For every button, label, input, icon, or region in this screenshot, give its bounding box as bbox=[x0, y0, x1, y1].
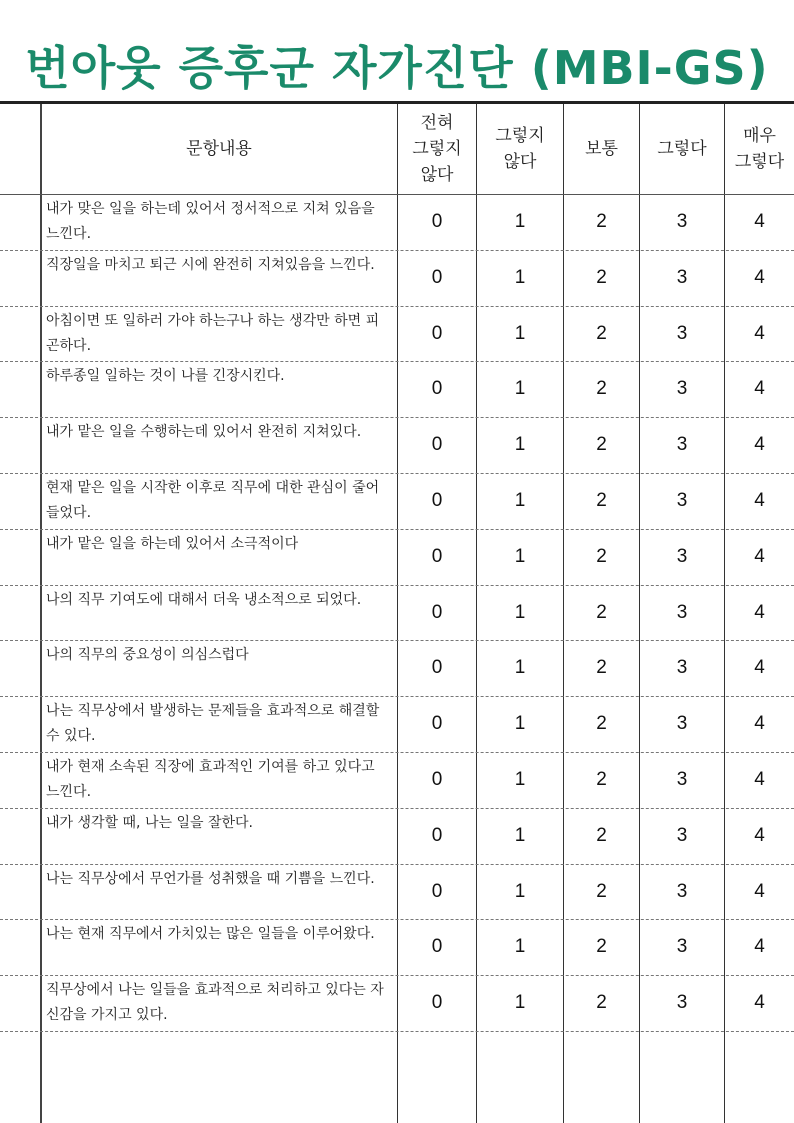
table-row bbox=[0, 194, 794, 250]
score-option-4: 4 bbox=[754, 769, 765, 790]
score-option-4: 4 bbox=[754, 545, 765, 567]
score-option-4: 4 bbox=[754, 378, 765, 400]
score-option-3: 3 bbox=[676, 211, 688, 232]
score-option-1: 1 bbox=[514, 601, 526, 623]
score-option-2: 2 bbox=[596, 490, 607, 511]
score-option-4: 4 bbox=[754, 434, 765, 456]
score-option-0: 0 bbox=[431, 713, 443, 735]
question-text: 내가 맡은 일을 수행하는데 있어서 완전히 지쳐있다. bbox=[46, 424, 362, 441]
question-text: 하루종일 일하는 것이 나를 긴장시킨다. bbox=[46, 368, 285, 385]
score-option-3: 3 bbox=[676, 490, 688, 511]
score-option-1: 1 bbox=[514, 992, 526, 1014]
question-text: 직장일을 마치고 퇴근 시에 완전히 지쳐있음을 느낀다. bbox=[46, 256, 375, 273]
score-option-3: 3 bbox=[676, 824, 688, 846]
score-option-4: 4 bbox=[754, 490, 765, 511]
score-option-0: 0 bbox=[431, 601, 443, 623]
question-text: 나의 직무의 중요성이 의심스럽다 bbox=[46, 647, 249, 664]
row-divider bbox=[0, 1031, 794, 1032]
question-text: 내가 맡은 일을 하는데 있어서 소극적이다 bbox=[46, 535, 299, 552]
score-option-2: 2 bbox=[596, 211, 607, 232]
question-text: 현재 맡은 일을 시작한 이후로 직무에 대한 관심이 줄어들었다. bbox=[46, 480, 380, 521]
score-option-4: 4 bbox=[754, 601, 765, 623]
score-option-0: 0 bbox=[431, 992, 443, 1014]
score-option-4: 4 bbox=[754, 322, 765, 344]
score-option-0: 0 bbox=[431, 880, 443, 902]
score-option-1: 1 bbox=[514, 824, 526, 846]
score-option-1: 1 bbox=[514, 266, 526, 288]
table-row bbox=[0, 752, 794, 808]
score-option-3: 3 bbox=[676, 992, 688, 1014]
question-text: 나는 현재 직무에서 가치있는 많은 일들을 이루어왔다. bbox=[46, 926, 375, 943]
score-option-4: 4 bbox=[754, 657, 765, 679]
table-row bbox=[0, 640, 794, 696]
score-option-0: 0 bbox=[431, 936, 443, 958]
score-option-1: 1 bbox=[514, 211, 526, 232]
score-option-2: 2 bbox=[596, 713, 607, 735]
score-option-1: 1 bbox=[514, 880, 526, 902]
table-row bbox=[0, 696, 794, 752]
question-text: 나는 직무상에서 무언가를 성취했을 때 기쁨을 느낀다. bbox=[46, 870, 375, 887]
table-row bbox=[0, 529, 794, 585]
table-row bbox=[0, 808, 794, 864]
table-row bbox=[0, 919, 794, 975]
table-row bbox=[0, 473, 794, 529]
table-row bbox=[0, 306, 794, 362]
score-option-2: 2 bbox=[596, 601, 607, 623]
score-option-2: 2 bbox=[596, 936, 607, 958]
score-option-3: 3 bbox=[676, 434, 688, 456]
score-option-2: 2 bbox=[596, 992, 607, 1014]
table-row bbox=[0, 975, 794, 1031]
score-option-0: 0 bbox=[431, 211, 443, 232]
score-option-3: 3 bbox=[676, 657, 688, 679]
score-option-3: 3 bbox=[676, 601, 688, 623]
score-option-2: 2 bbox=[596, 824, 607, 846]
score-option-1: 1 bbox=[514, 378, 526, 400]
header-agree: 그렇다 bbox=[657, 139, 707, 159]
table-row bbox=[0, 361, 794, 417]
table-row bbox=[0, 585, 794, 641]
score-option-2: 2 bbox=[596, 769, 607, 790]
score-option-0: 0 bbox=[431, 490, 443, 511]
question-text: 나는 직무상에서 발생하는 문제들을 효과적으로 해결할 수 있다. bbox=[46, 703, 380, 745]
score-option-1: 1 bbox=[514, 322, 526, 344]
score-option-1: 1 bbox=[514, 769, 526, 790]
table-row bbox=[0, 864, 794, 920]
question-text: 내가 맞은 일을 하는데 있어서 정서적으로 지쳐 있음을 느낀다. bbox=[46, 201, 375, 242]
score-option-4: 4 bbox=[754, 266, 765, 288]
score-option-1: 1 bbox=[514, 434, 526, 456]
table-row bbox=[0, 250, 794, 306]
question-text: 나의 직무 기여도에 대해서 더욱 냉소적으로 되었다. bbox=[46, 591, 362, 608]
score-option-4: 4 bbox=[754, 880, 765, 902]
score-option-3: 3 bbox=[676, 322, 688, 344]
score-option-0: 0 bbox=[431, 769, 443, 790]
score-option-4: 4 bbox=[754, 713, 765, 735]
score-option-4: 4 bbox=[754, 211, 765, 232]
score-option-4: 4 bbox=[754, 936, 765, 958]
score-option-1: 1 bbox=[514, 657, 526, 679]
question-text: 직무상에서 나는 일들을 효과적으로 처리하고 있다는 자신감을 가지고 있다. bbox=[46, 982, 384, 1024]
question-text: 내가 생각할 때, 나는 일을 잘한다. bbox=[46, 814, 253, 831]
score-option-3: 3 bbox=[676, 880, 688, 902]
score-option-2: 2 bbox=[596, 880, 607, 902]
score-option-0: 0 bbox=[431, 378, 443, 400]
score-option-0: 0 bbox=[431, 434, 443, 456]
score-option-0: 0 bbox=[431, 657, 443, 679]
header-disagree: 그렇지 않다 bbox=[495, 126, 545, 172]
score-option-1: 1 bbox=[514, 490, 526, 511]
score-option-3: 3 bbox=[676, 266, 688, 288]
table-row bbox=[0, 417, 794, 473]
question-text: 내가 현재 소속된 직장에 효과적인 기여를 하고 있다고 느낀다. bbox=[46, 759, 375, 800]
score-option-3: 3 bbox=[676, 378, 688, 400]
score-option-1: 1 bbox=[514, 545, 526, 567]
header-neutral: 보통 bbox=[585, 139, 618, 159]
header-question-content: 문항내용 bbox=[186, 139, 252, 159]
header-strongly-agree: 매우 그렇다 bbox=[734, 126, 785, 172]
score-option-2: 2 bbox=[596, 657, 607, 679]
score-option-4: 4 bbox=[754, 992, 765, 1014]
score-option-3: 3 bbox=[676, 936, 688, 958]
score-option-2: 2 bbox=[596, 434, 607, 456]
score-option-2: 2 bbox=[596, 322, 607, 344]
score-option-3: 3 bbox=[676, 769, 688, 790]
score-option-0: 0 bbox=[431, 266, 443, 288]
score-option-2: 2 bbox=[596, 266, 607, 288]
score-option-2: 2 bbox=[596, 378, 607, 400]
score-option-0: 0 bbox=[431, 322, 443, 344]
score-option-4: 4 bbox=[754, 824, 765, 846]
page-title: 번아웃 증후군 자가진단 (MBI-GS) bbox=[25, 41, 769, 95]
score-option-1: 1 bbox=[514, 713, 526, 735]
score-option-0: 0 bbox=[431, 824, 443, 846]
score-option-2: 2 bbox=[596, 545, 607, 567]
score-option-0: 0 bbox=[431, 545, 443, 567]
question-text: 아침이면 또 일하러 가야 하는구나 하는 생각만 하면 피곤하다. bbox=[46, 312, 380, 354]
score-option-1: 1 bbox=[514, 936, 526, 958]
score-option-3: 3 bbox=[676, 713, 688, 735]
score-option-3: 3 bbox=[676, 545, 688, 567]
header-never: 전혀 그렇지 않다 bbox=[412, 113, 462, 185]
